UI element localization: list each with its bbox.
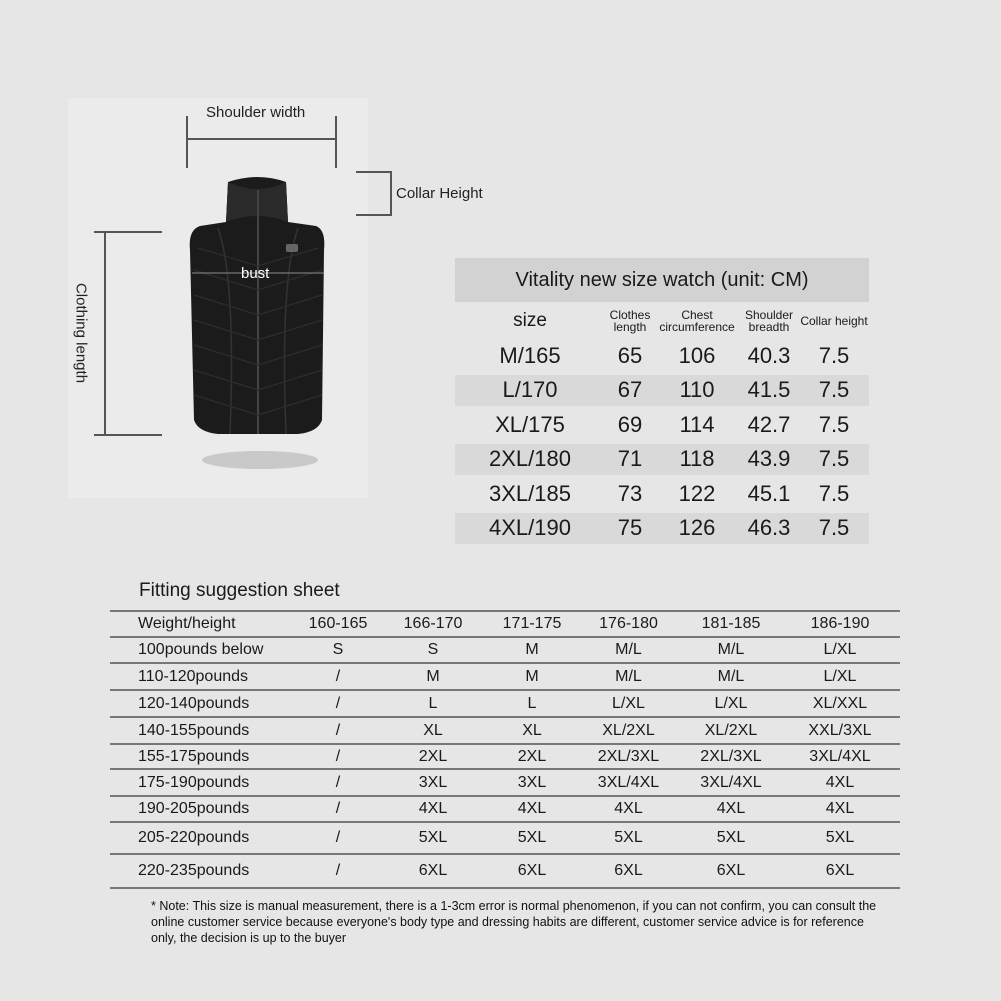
bust-label: bust (241, 265, 270, 282)
fitting-row (110, 691, 900, 718)
fitting-row (110, 745, 900, 770)
fitting-size-cell: 3XL (418, 773, 448, 791)
collar-height-line-vertical (390, 171, 392, 216)
fitting-size-cell: / (335, 773, 341, 791)
size-table-row (455, 444, 869, 475)
size-table-row (455, 375, 869, 406)
shoulder-width-line (186, 138, 336, 140)
size-table-cell: 7.5 (818, 480, 850, 506)
fitting-size-cell: L/XL (823, 641, 857, 658)
fitting-weight-cell: 140-155pounds (138, 721, 250, 739)
fitting-row (110, 664, 900, 691)
fitting-size-cell: / (335, 694, 341, 712)
clothing-length-label: Clothing length (72, 282, 90, 384)
fitting-header-cell: 166-170 (403, 615, 463, 632)
fitting-size-cell: L/XL (612, 694, 645, 712)
fitting-row (110, 638, 900, 664)
size-table-cell: 7.5 (818, 515, 850, 541)
fitting-size-cell: 4XL (614, 800, 643, 817)
vest-image (178, 170, 338, 470)
fitting-size-cell: / (335, 800, 341, 817)
fitting-size-cell: 6XL (716, 862, 746, 879)
size-table-cell: 69 (617, 411, 643, 437)
collar-height-line-bottom (356, 214, 392, 216)
fitting-size-cell: 6XL (517, 862, 547, 879)
fitting-size-cell: XL (522, 721, 542, 739)
fitting-size-cell: 2XL/3XL (597, 747, 660, 765)
fitting-size-cell: 6XL (825, 862, 855, 879)
fitting-size-cell: XL/2XL (704, 721, 758, 739)
fitting-size-cell: 5XL (517, 829, 547, 846)
fitting-size-cell: / (335, 667, 341, 685)
fitting-size-cell: 3XL (517, 773, 547, 791)
size-table-cell: 122 (678, 480, 716, 506)
size-table-cell: 118 (679, 446, 715, 472)
fitting-size-cell: XL/2XL (602, 721, 655, 739)
size-table-title: Vitality new size watch (unit: CM) (455, 258, 869, 302)
fitting-size-cell: 4XL (825, 800, 855, 817)
fitting-size-cell: 2XL (517, 747, 547, 765)
fitting-row (110, 770, 900, 797)
fitting-size-cell: 6XL (614, 862, 643, 879)
size-table-cell: 114 (679, 411, 715, 437)
fitting-size-cell: M/L (615, 641, 642, 658)
size-table-cell: 7.5 (818, 411, 850, 437)
fitting-size-cell: 6XL (418, 862, 448, 879)
size-table-cell: XL/175 (495, 411, 565, 437)
shoulder-width-tick-left (186, 116, 188, 168)
collar-height-line-top (356, 171, 392, 173)
fitting-size-cell: 4XL (418, 800, 448, 817)
size-table-cell: 2XL/180 (489, 446, 571, 472)
fitting-weight-cell: 190-205pounds (138, 800, 250, 817)
fitting-weight-cell: 120-140pounds (138, 694, 250, 712)
fitting-size-cell: 5XL (614, 829, 643, 846)
size-table-cell: M/165 (499, 342, 561, 368)
fitting-header-weight: Weight/height (138, 615, 236, 632)
size-table-cell: 126 (678, 515, 716, 541)
fitting-weight-cell: 175-190pounds (138, 773, 250, 791)
size-table-row (455, 340, 869, 371)
fitting-size-cell: L/XL (714, 694, 748, 712)
size-table-row (455, 409, 869, 440)
fitting-size-cell: 5XL (825, 829, 855, 846)
fitting-size-cell: 5XL (418, 829, 448, 846)
fitting-header-cell: 181-185 (701, 615, 761, 632)
fitting-size-cell: / (335, 721, 341, 739)
fitting-size-cell: M/L (615, 667, 642, 685)
fitting-size-cell: L/XL (823, 667, 857, 685)
header-chest-circumference: Chest circumference (659, 308, 735, 334)
fitting-size-cell: 4XL (825, 773, 855, 791)
shoulder-width-label: Shoulder width (206, 104, 306, 121)
size-table-cell: 65 (617, 342, 643, 368)
size-table-cell: 7.5 (818, 446, 850, 472)
fitting-size-cell: S (427, 641, 439, 658)
fitting-size-cell: L (428, 694, 438, 712)
size-table-cell: 4XL/190 (489, 515, 571, 541)
size-table-header (455, 302, 869, 340)
fitting-header-cell: 171-175 (502, 615, 562, 632)
header-size: size (513, 310, 547, 331)
size-table-cell: 106 (678, 342, 716, 368)
size-table-row (455, 478, 869, 509)
fitting-size-cell: 4XL (517, 800, 547, 817)
size-table-row (455, 513, 869, 544)
fitting-row (110, 855, 900, 889)
fitting-size-cell: 5XL (716, 829, 746, 846)
size-table-cell: 71 (617, 446, 643, 472)
fitting-size-cell: XL/XXL (812, 694, 868, 712)
shoulder-width-tick-right (335, 116, 337, 168)
size-table-cell: L/170 (502, 377, 558, 403)
size-table-cell: 42.7 (747, 411, 791, 437)
header-shoulder-breadth: Shoulder breadth (744, 308, 794, 334)
size-table-cell: 45.1 (747, 480, 791, 506)
note-text: * Note: This size is manual measurement, there is a 1-3cm error is normal phenomenon, if you can not confirm, you can consult the online customer service because everyone's body type and dressing habits are different, customer service advice is for reference only, the decision is up to the buyer (151, 899, 877, 945)
fitting-size-cell: M/L (717, 667, 745, 685)
fitting-size-cell: 2XL/3XL (700, 747, 762, 765)
size-table-cell: 43.9 (747, 446, 791, 472)
clothing-length-line-vertical (104, 231, 106, 436)
size-table-cell: 40.3 (747, 342, 791, 368)
fitting-size-cell: 3XL/4XL (597, 773, 660, 791)
fitting-size-cell: 3XL/4XL (700, 773, 762, 791)
fitting-title: Fitting suggestion sheet (139, 580, 340, 601)
size-table-cell: 110 (679, 377, 715, 403)
fitting-weight-cell: 100pounds below (138, 641, 264, 658)
fitting-size-cell: 3XL/4XL (809, 747, 871, 765)
fitting-size-cell: 2XL (418, 747, 448, 765)
fitting-weight-cell: 155-175pounds (138, 747, 250, 765)
fitting-weight-cell: 205-220pounds (138, 829, 250, 846)
fitting-header-cell: 176-180 (599, 615, 658, 632)
fitting-table (110, 610, 900, 889)
fitting-size-cell: / (335, 862, 341, 879)
fitting-row (110, 718, 900, 745)
fitting-size-cell: XL (423, 721, 443, 739)
fitting-row (110, 797, 900, 823)
fitting-size-cell: 4XL (716, 800, 746, 817)
fitting-size-cell: M (426, 667, 440, 685)
size-table-cell: 73 (617, 480, 643, 506)
size-table-cell: 7.5 (818, 377, 850, 403)
size-table-cell: 7.5 (818, 342, 850, 368)
size-table-cell: 3XL/185 (489, 480, 571, 506)
fitting-size-cell: XXL/3XL (808, 721, 872, 739)
fitting-row (110, 823, 900, 855)
fitting-header-cell: 160-165 (308, 615, 368, 632)
fitting-size-cell: M (525, 641, 539, 658)
fitting-header-cell: 186-190 (810, 615, 870, 632)
size-table-cell: 41.5 (747, 377, 791, 403)
fitting-size-cell: S (332, 641, 344, 658)
fitting-size-cell: M (525, 667, 539, 685)
fitting-size-cell: M/L (717, 641, 745, 658)
header-clothes-length: Clothes length (609, 308, 651, 334)
header-collar-height: Collar height (800, 314, 868, 328)
fitting-weight-cell: 220-235pounds (138, 862, 250, 879)
fitting-header-row (110, 612, 900, 638)
fitting-size-cell: / (335, 747, 341, 765)
size-table-cell: 75 (617, 515, 643, 541)
fitting-size-cell: / (335, 829, 341, 846)
collar-height-label: Collar Height (396, 185, 483, 202)
size-table-cell: 46.3 (747, 515, 791, 541)
fitting-weight-cell: 110-120pounds (138, 667, 249, 685)
fitting-size-cell: L (527, 694, 537, 712)
size-table-cell: 67 (617, 377, 643, 403)
size-table (455, 258, 869, 548)
